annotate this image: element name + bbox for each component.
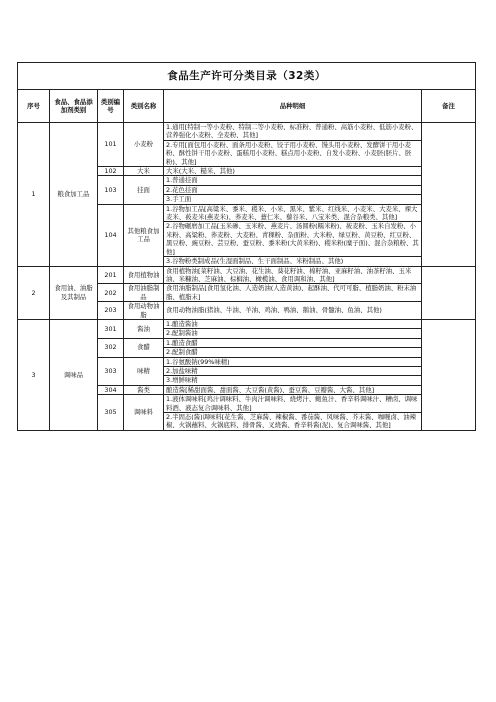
food-category-header: 食品、食品添加剂类别 — [50, 90, 98, 123]
food-category-cell: 粮食加工品 — [50, 123, 98, 267]
category-number-cell: 102 — [98, 167, 124, 176]
category-name-cell: 挂面 — [124, 176, 164, 204]
category-number-cell: 304 — [98, 385, 124, 394]
variety-detail-cell: 大米(大米、糙米、其他) — [164, 167, 422, 176]
category-name-cell: 食用植物油 — [124, 266, 164, 284]
note-header: 备注 — [422, 90, 476, 123]
variety-detail-cell: 2.半固态(酱)调味料[花生酱、芝麻酱、辣椒酱、番茄酱、风味酱、芥末酱、咖喱卤、油辣椒、火锅蘸料、火锅底料、排骨酱、叉烧酱、香辛料酱(泥)、复合调味酱、其他] — [164, 413, 422, 431]
category-number-cell: 202 — [98, 284, 124, 302]
seq-cell: 1 — [18, 123, 50, 267]
title-row — [18, 63, 476, 90]
category-name-cell: 食醋 — [124, 338, 164, 357]
category-name-cell: 味精 — [124, 357, 164, 385]
variety-detail-cell: 1.通用[特制一等小麦粉、特制二等小麦粉、标准粉、普通粉、高筋小麦粉、低筋小麦粉、营养强化小麦粉、全麦粉、其他] — [164, 123, 422, 141]
category-name-cell: 其他粮食加工品 — [124, 204, 164, 266]
category-number-cell: 104 — [98, 204, 124, 266]
variety-detail-cell: 1.普通挂面 — [164, 176, 422, 185]
category-number-cell: 101 — [98, 123, 124, 167]
category-number-cell: 103 — [98, 176, 124, 204]
header-row — [18, 90, 476, 123]
note-cell — [422, 266, 476, 319]
variety-detail-cell: 2.谷物碾磨加工品[玉米碜、玉米粉、燕麦片、汤圆粉(糯米粉)、莜麦粉、玉米自发粉、小米粉、高粱粉、荞麦粉、大麦粉、青稞粉、杂面粉、大米粉、绿豆粉、黄豆粉、红豆粉、黑豆粉、豌豆粉、芸豆粉、蚕豆粉、黍米粉(大黄米粉)、稷米粉(糜子面)、混合杂粮粉、其他] — [164, 222, 422, 257]
category-number-cell: 305 — [98, 395, 124, 431]
category-number-cell: 303 — [98, 357, 124, 385]
category-number-cell: 301 — [98, 319, 124, 338]
category-name-cell: 酱油 — [124, 319, 164, 338]
variety-detail-cell: 1.谷氨酸钠(99%味精) — [164, 357, 422, 366]
variety-detail-cell: 酿造酱[稀甜面酱、甜面酱、大豆酱(黄酱)、蚕豆酱、豆瓣酱、大酱、其他] — [164, 385, 422, 394]
table-row — [18, 319, 476, 328]
variety-detail-cell: 3.谷物粉类制成品(生湿面制品、生干面制品、米粉制品、其他) — [164, 257, 422, 266]
variety-detail-cell: 1.液体调味料[鸡汁调味料、牛肉汁调味料、烧烤汁、鲍鱼汁、香辛料调味汁、糟卤、调味料酒、液态复合调味料、其他] — [164, 395, 422, 413]
variety-detail-cell: 1.酿造食醋 — [164, 338, 422, 347]
variety-detail-cell: 2.专用[面包用小麦粉、面条用小麦粉、饺子用小麦粉、馒头用小麦粉、发酵饼干用小麦粉、酥性饼干用小麦粉、蛋糕用小麦粉、糕点用小麦粉、自发小麦粉、小麦胚(胚片、胚粉)、其他] — [164, 140, 422, 166]
table-row — [18, 266, 476, 284]
category-name-cell: 大米 — [124, 167, 164, 176]
category-name-cell: 食用油脂制品 — [124, 284, 164, 302]
category-name-cell: 调味料 — [124, 395, 164, 431]
variety-detail-cell: 1.酿造酱油 — [164, 319, 422, 328]
variety-detail-cell: 食用植物油[菜籽油、大豆油、花生油、葵花籽油、棉籽油、亚麻籽油、油茶籽油、玉米油、米糠油、芝麻油、棕榈油、橄榄油、食用调和油、其他] — [164, 266, 422, 284]
category-name-cell: 食用动物油脂 — [124, 302, 164, 320]
table-title: 食品生产许可分类目录（32类） — [18, 63, 476, 90]
category-number-header: 类别编号 — [98, 90, 124, 123]
category-number-cell: 203 — [98, 302, 124, 320]
table-row — [18, 123, 476, 141]
seq-cell: 2 — [18, 266, 50, 319]
variety-detail-cell: 食用油脂制品[食用氢化油、人造奶油(人造黄油)、起酥油、代可可脂、植脂奶油、粉末油脂、植脂末] — [164, 284, 422, 302]
category-name-cell: 酱类 — [124, 385, 164, 394]
food-category-cell: 调味品 — [50, 319, 98, 430]
food-license-catalog-table — [17, 62, 476, 431]
variety-detail-cell: 2.配制酱油 — [164, 329, 422, 338]
variety-detail-cell: 3.增鲜味精 — [164, 376, 422, 385]
category-name-cell: 小麦粉 — [124, 123, 164, 167]
variety-detail-cell: 2.花色挂面 — [164, 185, 422, 194]
seq-cell: 3 — [18, 319, 50, 430]
variety-detail-cell: 2.加盐味精 — [164, 366, 422, 375]
seq-header: 序号 — [18, 90, 50, 123]
category-name-header: 类别名称 — [124, 90, 164, 123]
category-number-cell: 302 — [98, 338, 124, 357]
note-cell — [422, 319, 476, 430]
food-category-cell: 食用油、油脂及其制品 — [50, 266, 98, 319]
variety-detail-cell: 1.谷物加工品[高粱米、黍米、稷米、小米、黑米、紫米、红线米、小麦米、大麦米、裸大麦米、莜麦米(燕麦米)、荞麦米、薏仁米、藜谷米、八宝米类、混合杂粮类、其他] — [164, 204, 422, 222]
category-number-cell: 201 — [98, 266, 124, 284]
variety-detail-cell: 食用动物油脂(猪油、牛油、羊油、鸡油、鸭油、鹅油、骨髓油、鱼油、其他) — [164, 302, 422, 320]
variety-detail-header: 品种明细 — [164, 90, 422, 123]
variety-detail-cell: 3.手工面 — [164, 195, 422, 204]
note-cell — [422, 123, 476, 267]
variety-detail-cell: 2.配制食醋 — [164, 348, 422, 357]
